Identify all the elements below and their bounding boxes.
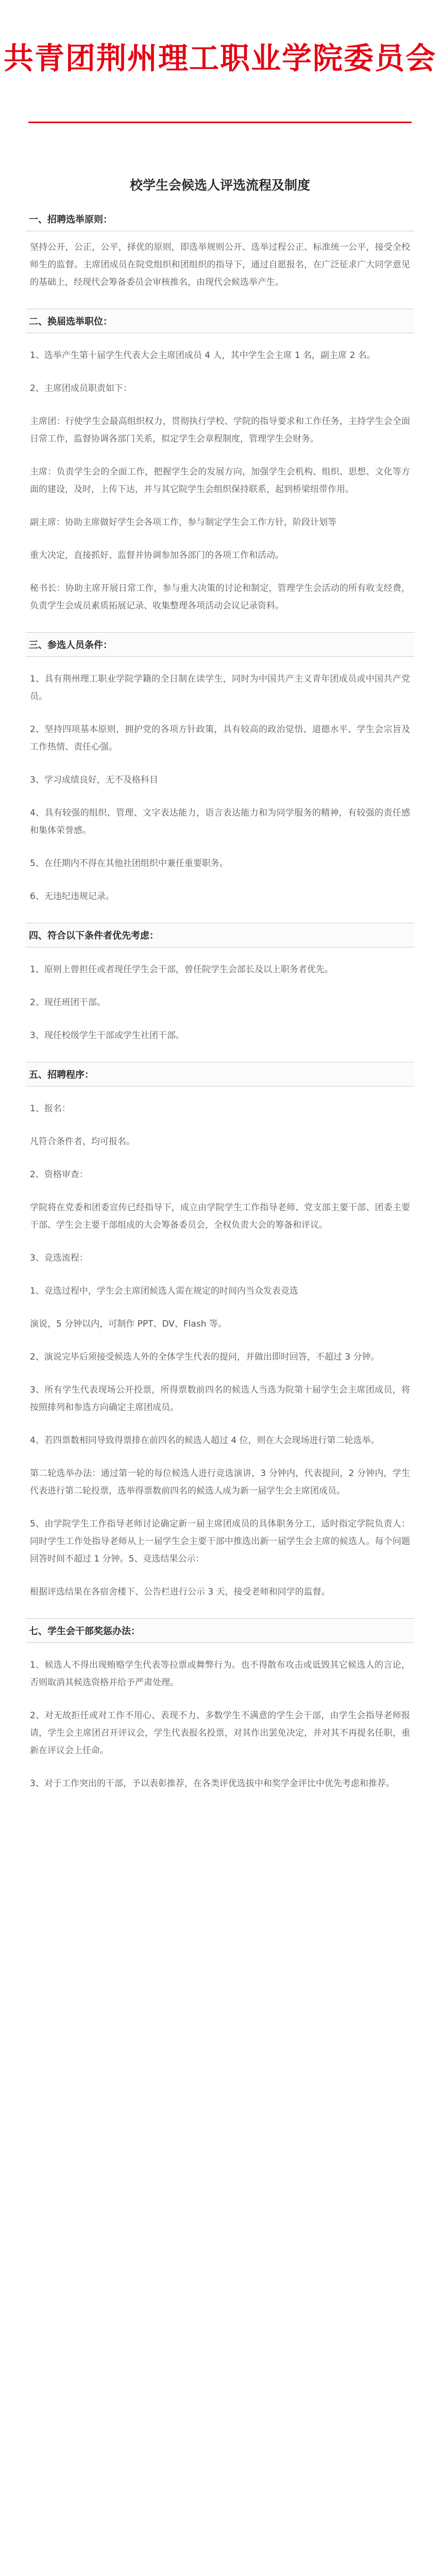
- section: [26, 309, 414, 632]
- section-body: [26, 231, 414, 309]
- paragraph: 3、竞选流程：: [30, 1253, 88, 1263]
- section-heading: 三、参选人员条件：: [26, 632, 414, 657]
- section-heading: 七、学生会干部奖惩办法：: [26, 1618, 414, 1643]
- section-heading: 四、符合以下条件者优先考虑：: [26, 923, 414, 947]
- paragraph: 2、主席团成员职责如下：: [30, 383, 132, 394]
- paragraph: 第二轮选举办法：通过第一轮的每位候选人进行竞选演讲，3 分钟内，代表提问，2 分钟内，学生代表进行第二轮投票，选举得票数前四名的候选人成为新一届学生会主席团成员。: [30, 1468, 410, 1496]
- section: [26, 632, 414, 923]
- section: [26, 1062, 414, 1618]
- paragraph: 2、坚持四项基本原则，拥护党的各项方针政策，具有较高的政治觉悟、道德水平、学生会宗旨及工作热情、责任心强。: [30, 724, 410, 752]
- section-heading: 五、招聘程序：: [26, 1062, 414, 1087]
- section-body: [26, 1643, 414, 1810]
- paragraph: 1、报名：: [30, 1104, 71, 1114]
- document-header: [0, 0, 440, 113]
- paragraph: 2、现任班团干部。: [30, 997, 106, 1008]
- section: [26, 212, 414, 309]
- red-header-rule: [28, 122, 412, 123]
- section-body: [26, 1087, 414, 1618]
- section: [26, 1618, 414, 1810]
- paragraph: 3、所有学生代表现场公开投票，所得票数前四名的候选人当选为院第十届学生会主席团成员，将按照排列和参选方向确定主席团成员。: [30, 1385, 410, 1413]
- paragraph: 凡符合条件者，均可报名。: [30, 1137, 135, 1147]
- section: [26, 923, 414, 1062]
- paragraph: 3、对于工作突出的干部，予以表彰推荐，在各类评优选拔中和奖学金评比中优先考虑和推荐。: [30, 1778, 395, 1789]
- paragraph: 5、在任期内不得在其他社团组织中兼任重要职务。: [30, 858, 228, 869]
- paragraph: 5、由学院学生工作指导老师讨论确定新一届主席团成员的具体职务分工，适时指定学院负责人：同时学生工作处指导老师从上一届学生会主要干部中推选出新一届学生会主席的候选人。每个问题回答时间不超过 1 分钟。5、竞选结果公示：: [30, 1519, 410, 1564]
- paragraph: 4、若四票数相同导致得票排在前四名的候选人超过 4 位，则在大会现场进行第二轮选举。: [30, 1435, 380, 1446]
- paragraph: 副主席：协助主席做好学生会各项工作，参与制定学生会工作方针，阶段计划等: [30, 517, 336, 528]
- paragraph: 学院将在党委和团委宣传已经指导下，成立由学院学生工作指导老师、党支部主要干部、团委主要干部、学生会主要干部组成的大会筹备委员会，全权负责大会的筹备和评议。: [30, 1202, 410, 1230]
- section-body: [26, 657, 414, 923]
- paragraph: 1、竞选过程中，学生会主席团候选人需在规定的时间内当众发表竞选: [30, 1286, 298, 1296]
- paragraph: 2、资格审查：: [30, 1170, 88, 1180]
- paragraph: 4、具有较强的组织、管理、文字表达能力，语言表达能力和为同学服务的精神，有较强的责任感和集体荣誉感。: [30, 808, 410, 836]
- paragraph: 重大决定，直接抓好、监督并协调参加各部门的各项工作和活动。: [30, 550, 284, 561]
- paragraph: 6、无违纪违规记录。: [30, 891, 114, 902]
- paragraph: 2、演说完毕后须接受候选人外的全体学生代表的提问，并做出即时回答，不超过 3 分钟。: [30, 1352, 380, 1362]
- section-heading: 二、换届选举职位：: [26, 309, 414, 333]
- document-title: 校学生会候选人评选流程及制度: [129, 178, 310, 193]
- paragraph: 3、现任校级学生干部或学生社团干部。: [30, 1030, 184, 1041]
- document-body: [0, 212, 440, 1810]
- paragraph: 1、具有荆州理工职业学院学籍的全日制在读学生，同时为中国共产主义青年团成员或中国共产党员。: [30, 674, 410, 702]
- section-heading: 一、招聘选举原则：: [26, 212, 414, 231]
- section-body: [26, 333, 414, 632]
- paragraph: 秘书长：协助主席开展日常工作，参与重大决策的讨论和制定，管理学生会活动的所有收支经费，负责学生会成员素质拓展记录、收集整理各项活动会议记录资料。: [30, 583, 410, 611]
- organization-name: 共青团荆州理工职业学院委员会: [3, 41, 436, 76]
- paragraph: 3、学习成绩良好，无不及格科目: [30, 775, 158, 785]
- paragraph: 主席团：行使学生会最高组织权力，贯彻执行学校、学院的指导要求和工作任务，主持学生会全面日常工作，监督协调各部门关系，拟定学生会章程制度，管理学生会财务。: [30, 416, 410, 444]
- paragraph: 坚持公开，公正，公平，择优的原则，即选举规则公开、选举过程公正、标准统一公平，接受全校师生的监督。主席团成员在院党组织和团组织的指导下，通过自愿报名，在广泛征求广大同学意见的基础上，经现代会筹备委员会审核推名，由现代会候选举产生。: [30, 242, 410, 287]
- paragraph: 演说，5 分钟以内，可制作 PPT、DV、Flash 等。: [30, 1319, 227, 1329]
- paragraph: 1、选举产生第十届学生代表大会主席团成员 4 人，其中学生会主席 1 名，副主席 2 名。: [30, 350, 376, 361]
- section-body: [26, 947, 414, 1062]
- paragraph: 主席：负责学生会的全面工作，把握学生会的发展方向，加强学生会机构、组织、思想、文化等方面的建设，及时，上传下达，并与其它院学生会组织保持联系，起到桥梁纽带作用。: [30, 467, 410, 495]
- paragraph: 1、原则上曾担任或者现任学生会干部，曾任院学生会部长及以上职务者优先。: [30, 964, 333, 975]
- paragraph: 1、候选人不得出现贿赂学生代表等拉票或舞弊行为。也不得散布攻击或诋毁其它候选人的言论，否则取消其候选资格并给予严肃处理。: [30, 1660, 410, 1688]
- paragraph: 2、对无故拒任或对工作不用心、表现不力、多数学生不满意的学生会干部，由学生会指导老师报请，学生会主席团召开评议会，学生代表报名投票，对其作出罢免决定，并对其不再提名任职，重新在评议会上任命。: [30, 1710, 410, 1756]
- paragraph: 根据评选结果在各宿舍楼下、公告栏进行公示 3 天，接受老师和同学的监督。: [30, 1587, 330, 1597]
